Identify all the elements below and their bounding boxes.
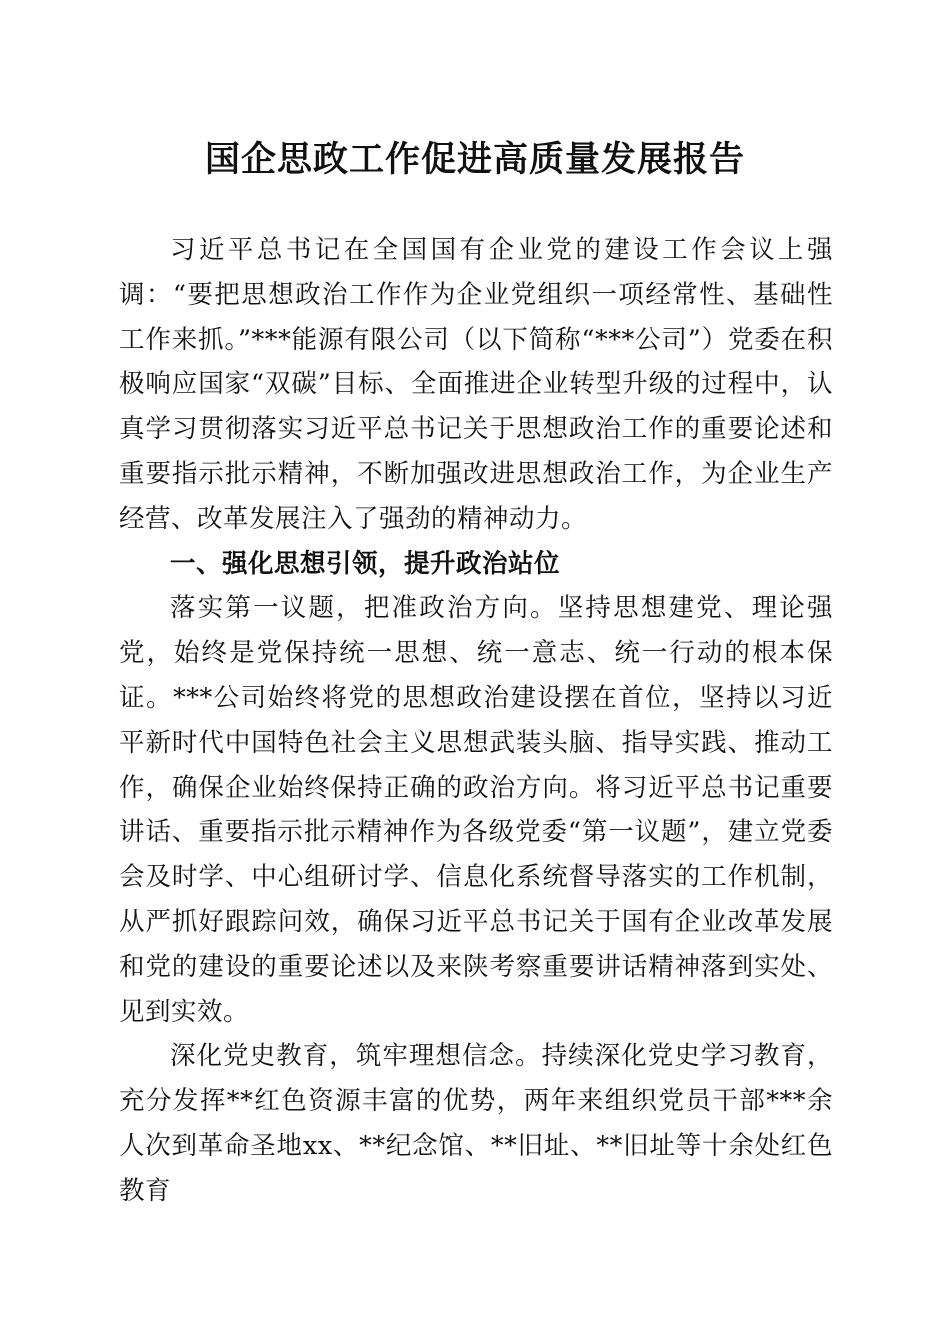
document-title: 国企思政工作促进高质量发展报告	[204, 139, 745, 180]
section-heading: 一、强化思想引领，提升政治站位	[170, 548, 561, 579]
body-paragraph: 落实第一议题，把准政治方向。坚持思想建党、理论强党，始终是党保持统一思想、统一意志、统一行动的根本保证。***公司始终将党的思想政治建设摆在首位，坚持以习近平新时代中国特色社会主义思想武装头脑、指导实践、推动工作，确保企业始终保持正确的政治方向。将习近平总书记重要讲话、重要指示批示精神作为各级党委“第一议题”，建立党委会及时学、中心组研讨学、信息化系统督导落实的工作机制，从严抓好跟踪问效，确保习近平总书记关于国有企业改革发展和党的建设的重要论述以及来陕考察重要讲话精神落到实处、见到实效。	[119, 593, 833, 1027]
body-paragraph: 深化党史教育，筑牢理想信念。持续深化党史学习教育，充分发挥**红色资源丰富的优势，两年来组织党员干部***余人次到革命圣地xx、**纪念馆、**旧址、**旧址等十余处红色教育	[119, 1041, 833, 1206]
document-body	[119, 228, 833, 1214]
intro-paragraph: 习近平总书记在全国国有企业党的建设工作会议上强调：“要把思想政治工作作为企业党组织一项经常性、基础性工作来抓。”***能源有限公司（以下简称“***公司”）党委在积极响应国家“双碳”目标、全面推进企业转型升级的过程中，认真学习贯彻落实习近平总书记关于思想政治工作的重要论述和重要指示批示精神，不断加强改进思想政治工作，为企业生产经营、改革发展注入了强劲的精神动力。	[119, 235, 833, 534]
